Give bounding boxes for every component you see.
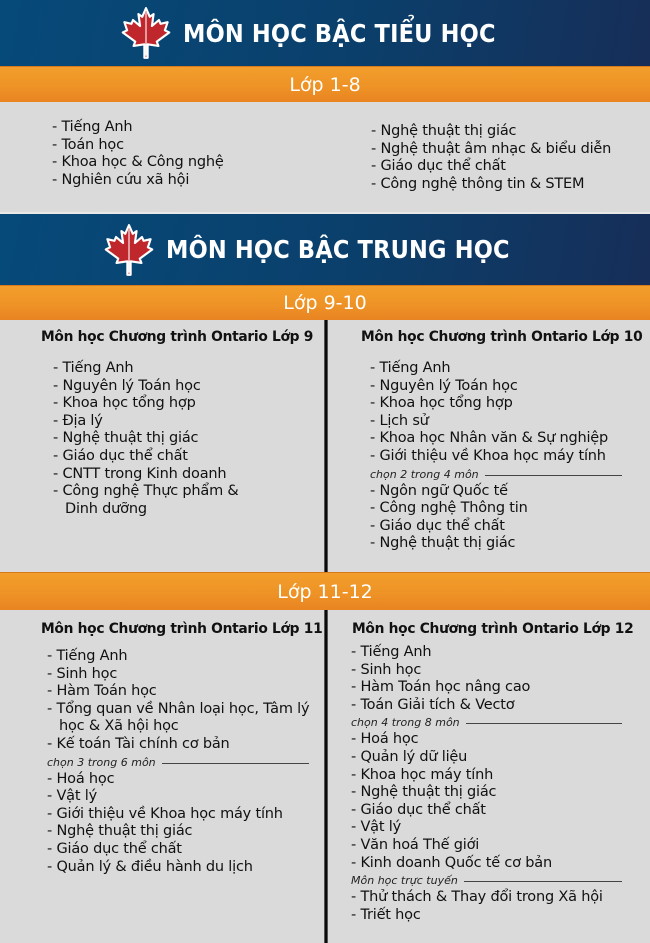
list-item: - Sinh học <box>47 665 118 682</box>
list-item: - Kế toán Tài chính cơ bản <box>47 735 230 752</box>
list-item: - Khoa học máy tính <box>351 766 494 783</box>
list-item: - Kinh doanh Quốc tế cơ bản <box>351 854 552 871</box>
list-item: - Công nghệ Thông tin <box>370 500 528 517</box>
list-item: - Tiếng Anh <box>351 644 432 660</box>
list-item: - Nghiên cứu xã hội <box>52 171 190 188</box>
grade-band-1-8 <box>0 66 650 102</box>
grade12-elective-subjects <box>351 731 622 872</box>
list-item: - Tiếng Anh <box>52 119 133 135</box>
list-item: - Giáo dục thể chất <box>53 447 188 464</box>
grade-9-10-panel <box>0 320 650 572</box>
list-item: - Địa lý <box>53 412 103 429</box>
elective-note: chọn 4 trong 8 môn <box>351 714 622 731</box>
list-item: - Lịch sử <box>370 412 429 429</box>
online-note: Môn học trực tuyến <box>351 872 622 889</box>
elective-note: chọn 3 trong 6 môn <box>47 754 309 771</box>
grade-band-label: Lớp 11-12 <box>277 580 373 603</box>
grade10-column <box>370 360 622 553</box>
grade11-core-subjects <box>47 648 309 754</box>
list-item: - Hàm Toán học nâng cao <box>351 679 531 696</box>
grade10-core-subjects <box>370 360 622 466</box>
grade10-heading: Môn học Chương trình Ontario Lớp 10 <box>361 329 643 345</box>
primary-title: MÔN HỌC BẬC TIỂU HỌC <box>183 18 496 48</box>
list-item: - Triết học <box>351 906 421 923</box>
column-divider <box>324 610 328 943</box>
list-item: - Khoa học tổng hợp <box>53 395 196 412</box>
separator-line <box>162 763 309 764</box>
list-item: - Hoá học <box>351 731 419 748</box>
list-item: - Nghệ thuật thị giác <box>53 430 199 447</box>
list-item: - Nghệ thuật thị giác <box>371 123 517 139</box>
list-item: - Quản lý & điều hành du lịch <box>47 858 253 875</box>
primary-section-header <box>0 0 650 66</box>
list-item: - Tiếng Anh <box>53 360 134 376</box>
list-item: - Khoa học tổng hợp <box>370 395 513 412</box>
column-divider <box>324 320 328 572</box>
maple-leaf-icon <box>102 223 156 277</box>
list-item: - Nguyên lý Toán học <box>370 377 518 394</box>
list-item: - Quản lý dữ liệu <box>351 748 468 765</box>
list-item: - Sinh học <box>351 661 422 678</box>
grade-band-11-12 <box>0 572 650 610</box>
grade12-column <box>351 644 622 924</box>
list-item: - Tiếng Anh <box>370 360 451 376</box>
maple-leaf-icon <box>119 6 173 60</box>
list-item: - Nghệ thuật thị giác <box>370 535 516 552</box>
list-item: - Toán học <box>52 136 124 153</box>
grade-band-label: Lớp 9-10 <box>283 292 367 314</box>
list-item: - Công nghệ thông tin & STEM <box>371 175 585 192</box>
list-item: - Khoa học Nhân văn & Sự nghiệp <box>370 430 609 447</box>
list-item: - CNTT trong Kinh doanh <box>53 465 227 482</box>
elective-note: chọn 2 trong 4 môn <box>370 466 622 483</box>
secondary-title: MÔN HỌC BẬC TRUNG HỌC <box>166 235 510 264</box>
list-item: - Nguyên lý Toán học <box>53 377 201 394</box>
list-item: - Giới thiệu về Khoa học máy tính <box>47 805 283 822</box>
list-item: - Hoá học <box>47 770 115 787</box>
grade9-subjects <box>53 360 239 518</box>
grade10-elective-subjects <box>370 483 622 553</box>
grade-band-9-10 <box>0 285 650 320</box>
list-item: - Giáo dục thể chất <box>371 158 506 175</box>
grade11-column <box>47 648 309 876</box>
list-item: - Vật lý <box>351 819 401 836</box>
list-item: - Vật lý <box>47 788 97 805</box>
secondary-section-header <box>0 212 650 285</box>
separator-line <box>466 723 622 724</box>
list-item: - Giáo dục thể chất <box>351 801 486 818</box>
separator-line <box>464 881 622 882</box>
primary-subjects-panel <box>0 102 650 212</box>
list-item: - Thử thách & Thay đổi trong Xã hội <box>351 889 603 906</box>
separator-line <box>485 475 622 476</box>
primary-subjects-left <box>52 119 224 189</box>
grade11-heading: Môn học Chương trình Ontario Lớp 11 <box>41 621 323 637</box>
list-item: - Toán Giải tích & Vectơ <box>351 696 515 713</box>
list-item: - Giới thiệu về Khoa học máy tính <box>370 447 606 464</box>
list-item: - Nghệ thuật âm nhạc & biểu diễn <box>371 140 612 157</box>
grade-band-label: Lớp 1-8 <box>289 73 361 96</box>
list-item: - Ngôn ngữ Quốc tế <box>370 482 508 499</box>
list-item: - Tiếng Anh <box>47 648 128 664</box>
grade12-core-subjects <box>351 644 622 714</box>
grade12-online-subjects <box>351 889 622 924</box>
list-item: - Giáo dục thể chất <box>47 840 182 857</box>
list-item: - Hàm Toán học <box>47 683 157 700</box>
list-item: - Nghệ thuật thị giác <box>47 823 193 840</box>
list-item: - Công nghệ Thực phẩm & Dinh dưỡng <box>53 483 239 517</box>
grade12-heading: Môn học Chương trình Ontario Lớp 12 <box>352 621 634 637</box>
list-item: - Văn hoá Thế giới <box>351 836 480 853</box>
grade9-heading: Môn học Chương trình Ontario Lớp 9 <box>41 329 314 345</box>
list-item: - Khoa học & Công nghệ <box>52 154 224 171</box>
grade-11-12-panel <box>0 610 650 943</box>
grade11-elective-subjects <box>47 771 309 877</box>
list-item: - Tổng quan về Nhân loại học, Tâm lý học & Xã hội học <box>47 700 310 735</box>
list-item: - Giáo dục thể chất <box>370 517 505 534</box>
primary-subjects-right <box>371 123 611 193</box>
list-item: - Nghệ thuật thị giác <box>351 784 497 801</box>
